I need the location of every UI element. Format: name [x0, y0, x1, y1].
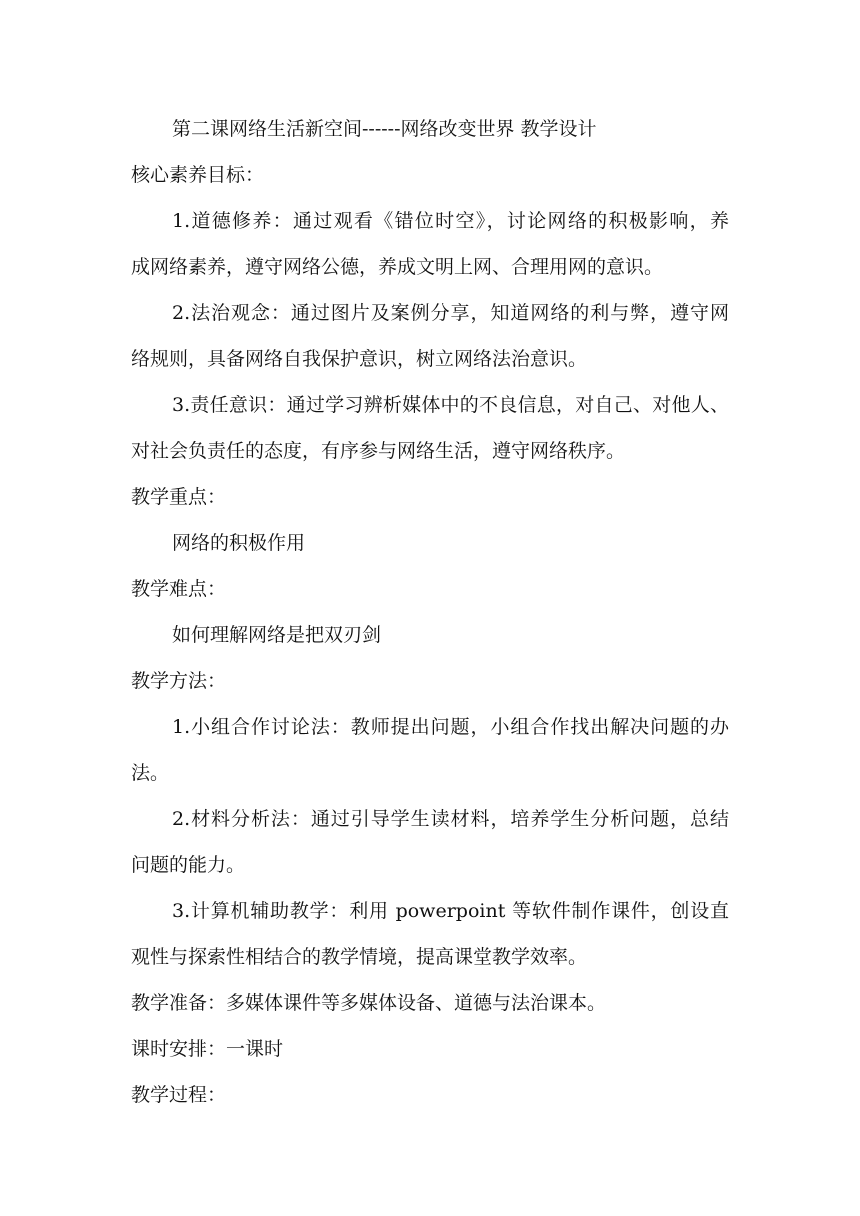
method-3-line2: 观性与探索性相结合的教学情境，提高课堂教学效率。: [131, 946, 588, 968]
core-goal-3-line2: 对社会负责任的态度，有序参与网络生活，遵守网络秩序。: [131, 440, 626, 462]
core-goals-heading: 核心素养目标：: [131, 164, 265, 186]
method-2-line2: 问题的能力。: [131, 854, 246, 876]
method-2-line1: 2.材料分析法：通过引导学生读材料，培养学生分析问题，总结: [172, 808, 729, 830]
document-title: 第二课网络生活新空间------网络改变世界 教学设计: [172, 118, 597, 140]
method-3-line1: 3.计算机辅助教学：利用 powerpoint 等软件制作课件，创设直: [172, 900, 729, 922]
key-point-text: 网络的积极作用: [172, 532, 306, 554]
methods-heading: 教学方法：: [131, 670, 227, 692]
difficulty-text: 如何理解网络是把双刃剑: [172, 624, 382, 646]
method-1-line1: 1.小组合作讨论法：教师提出问题，小组合作找出解决问题的办: [172, 716, 729, 738]
core-goal-1-line1: 1.道德修养：通过观看《错位时空》，讨论网络的积极影响，养: [172, 210, 729, 232]
core-goal-1-line2: 成网络素养，遵守网络公德，养成文明上网、合理用网的意识。: [131, 256, 664, 278]
difficulty-heading: 教学难点：: [131, 578, 227, 600]
preparation-text: 教学准备：多媒体课件等多媒体设备、道德与法治课本。: [131, 992, 607, 1014]
core-goal-3-line1: 3.责任意识：通过学习辨析媒体中的不良信息，对自己、对他人、: [172, 394, 729, 416]
key-point-heading: 教学重点：: [131, 486, 227, 508]
method-1-line2: 法。: [131, 762, 170, 784]
schedule-text: 课时安排：一课时: [131, 1038, 284, 1060]
core-goal-2-line1: 2.法治观念：通过图片及案例分享，知道网络的利与弊，遵守网: [172, 302, 729, 324]
process-heading: 教学过程：: [131, 1084, 227, 1106]
core-goal-2-line2: 络规则，具备网络自我保护意识，树立网络法治意识。: [131, 348, 588, 370]
